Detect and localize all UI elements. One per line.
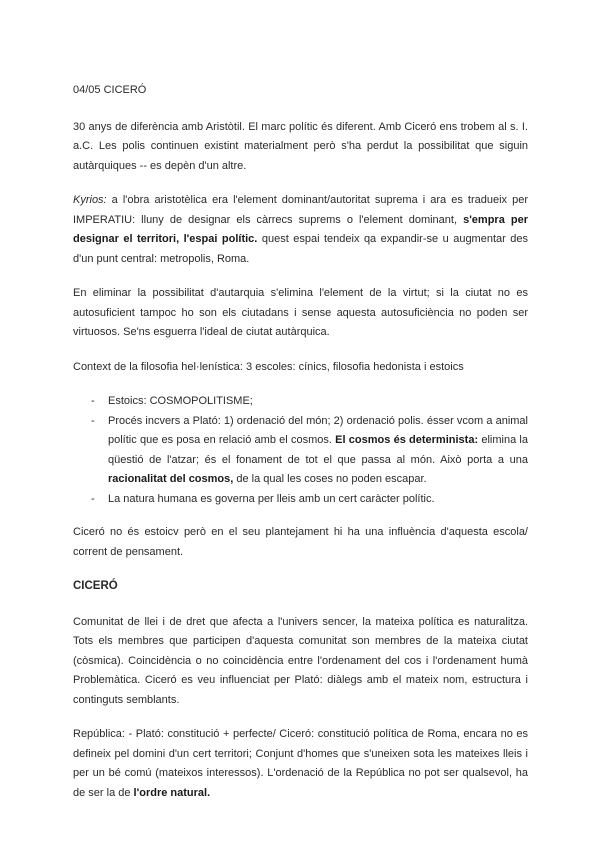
bold-ordre-natural: l'ordre natural.: [133, 786, 211, 799]
paragraph-comunitat: Comunitat de llei i de dret que afecta a l'univers sencer, la mateixa política es naturalitza. Tots els membres que participen d'aquesta comunitat son membres de la mateixa ciutat (còsmica). Coincidència o no coincidència entre l'ordenament del cos i l'ordenament humà Problemàtica. Ciceró es veu influenciat per Plató: diàlegs amb el mateix nom, estructura i continguts semblants.: [73, 615, 528, 706]
section-title-cicero: CICERÓ: [73, 580, 118, 592]
paragraph-intro: 30 anys de diferència amb Aristòtil. El marc polític és diferent. Amb Ciceró ens trobem al s. I. a.C. Les polis continuen existint materialment però s'ha perdut la possibilitat que siguin autàrquiques -- es depèn d'un altre.: [73, 120, 528, 172]
paragraph-autarquia: En eliminar la possibilitat d'autarquia s'elimina l'element de la virtut; si la ciutat no es autosuficient tampoc ho son els ciutadans i sense aquesta autosuficiència no poden ser virtuosos. Se'ns esguerra l'ideal de ciutat autàrquica.: [73, 287, 528, 338]
page-heading: 04/05 CICERÓ: [73, 84, 147, 96]
kyrios-text-1: a l'obra aristotèlica era l'element dominant/autoritat suprema i ara es tradueix per IMPERATIU: lluny de designar els càrrecs suprems o l'element dominant,: [73, 194, 528, 226]
bold-cosmos-determinista: El cosmos és determinista:: [335, 434, 479, 446]
paragraph-cicero-estoic: Ciceró no és estoicv però en el seu plantejament hi ha una influència d'aquesta escola/ corrent de pensament.: [73, 526, 528, 558]
stoics-list: [73, 392, 528, 509]
list-item-proces: - Procés incvers a Plató: 1) ordenació del món; 2) ordenació polis. ésser vcom a animal polític que es posa en relació amb el cosmos. El cosmos és determinista: elimina la qüestió de l'atzar; és el fonament de tot el que passa al món. Això porta a una racionalitat del cosmos, de la qual les coses no poden escapar.: [91, 412, 528, 490]
list-item-estoics: - Estoics: COSMOPOLITISME;: [91, 392, 528, 412]
kyrios-bold: s'empra per designar el territori, l'espai polític.: [73, 213, 528, 245]
bold-racionalitat: racionalitat del cosmos,: [108, 473, 234, 485]
paragraph-kyrios: [73, 191, 528, 269]
kyrios-text-2: quest espai tendeix qa expandir-se u augmentar des d'un punt central: metropolis, Roma.: [73, 233, 529, 265]
paragraph-republica: República: - Plató: constitució + perfecte/ Ciceró: constitució política de Roma, encara no es defineix pel domini d'un cert territori; Conjunt d'homes que s'uneixen sota les mateixes lleis i per un bé comú (mateixos interessos). L'ordenació de la República no pot ser qualsevol, ha de ser la de l'ordre natural.: [73, 728, 528, 799]
paragraph-context: Context de la filosofia hel·lenística: 3 escoles: cínics, filosofia hedonista i estoics: [73, 360, 464, 373]
kyrios-term: Kyrios:: [73, 194, 107, 206]
list-item-natura: - La natura humana es governa per lleis amb un cert caràcter polític.: [91, 490, 528, 510]
